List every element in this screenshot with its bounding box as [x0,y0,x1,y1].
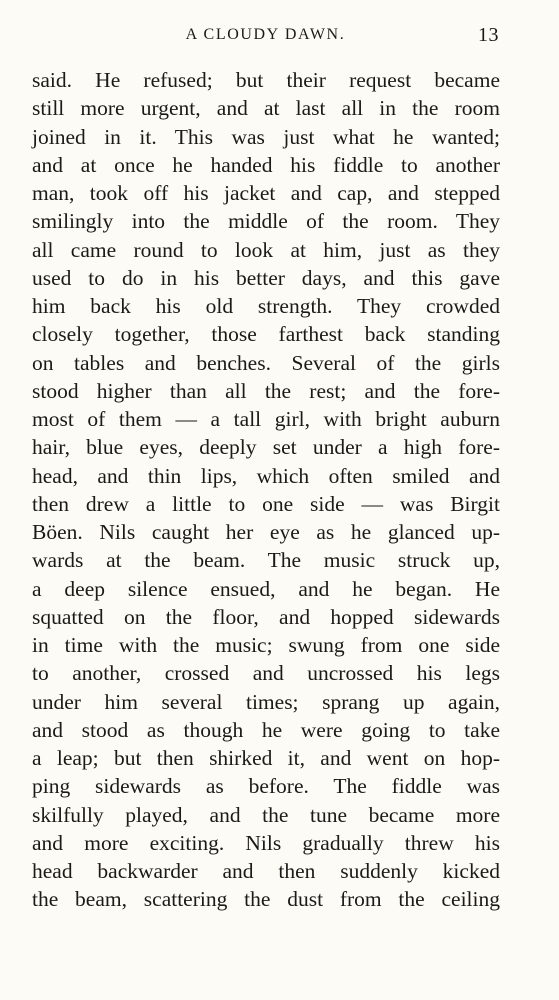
text-line: used to do in his better days, and this gave [32,265,500,290]
text-line: closely together, those farthest back standing [32,322,500,347]
page-number: 13 [478,24,499,46]
text-line: under him several times; sprang up again, [32,689,500,714]
text-line: smilingly into the middle of the room. They [32,209,500,234]
text-line: skilfully played, and the tune became more [32,802,500,827]
text-line: then drew a little to one side — was Birgit [32,491,500,516]
text-line: on tables and benches. Several of the girls [32,350,500,375]
text-line: and at once he handed his fiddle to another [32,152,500,177]
text-line: to another, crossed and uncrossed his legs [32,661,500,686]
text-line: in time with the music; swung from one side [32,633,500,657]
text-line: and more exciting. Nils gradually threw his [32,830,500,855]
text-line: squatted on the floor, and hopped sidewards [32,604,500,629]
body-text [32,66,500,914]
text-line: a deep silence ensued, and he began. He [32,576,500,601]
text-line: stood higher than all the rest; and the fore- [32,378,500,403]
text-line: hair, blue eyes, deeply set under a high fore- [32,435,500,460]
text-line: the beam, scattering the dust from the ceiling [32,887,500,912]
text-line: man, took off his jacket and cap, and stepped [32,181,500,205]
text-line: head backwarder and then suddenly kicked [32,859,500,883]
text-line: said. He refused; but their request became [32,68,500,92]
text-line: a leap; but then shirked it, and went on hop- [32,746,500,770]
text-line: Böen. Nils caught her eye as he glanced up- [32,520,500,544]
running-title: A CLOUDY DAWN. [185,26,346,43]
text-line: and stood as though he were going to take [32,717,500,742]
text-line: still more urgent, and at last all in the room [32,96,500,121]
text-line: wards at the beam. The music struck up, [32,548,500,573]
text-line: all came round to look at him, just as they [32,237,500,262]
text-line: ping sidewards as before. The fiddle was [32,774,500,799]
text-line: him back his old strength. They crowded [32,294,500,318]
text-line: head, and thin lips, which often smiled and [32,463,500,488]
running-header [32,26,499,50]
text-line: joined in it. This was just what he wanted; [32,124,500,149]
text-line: most of them — a tall girl, with bright auburn [32,407,500,431]
